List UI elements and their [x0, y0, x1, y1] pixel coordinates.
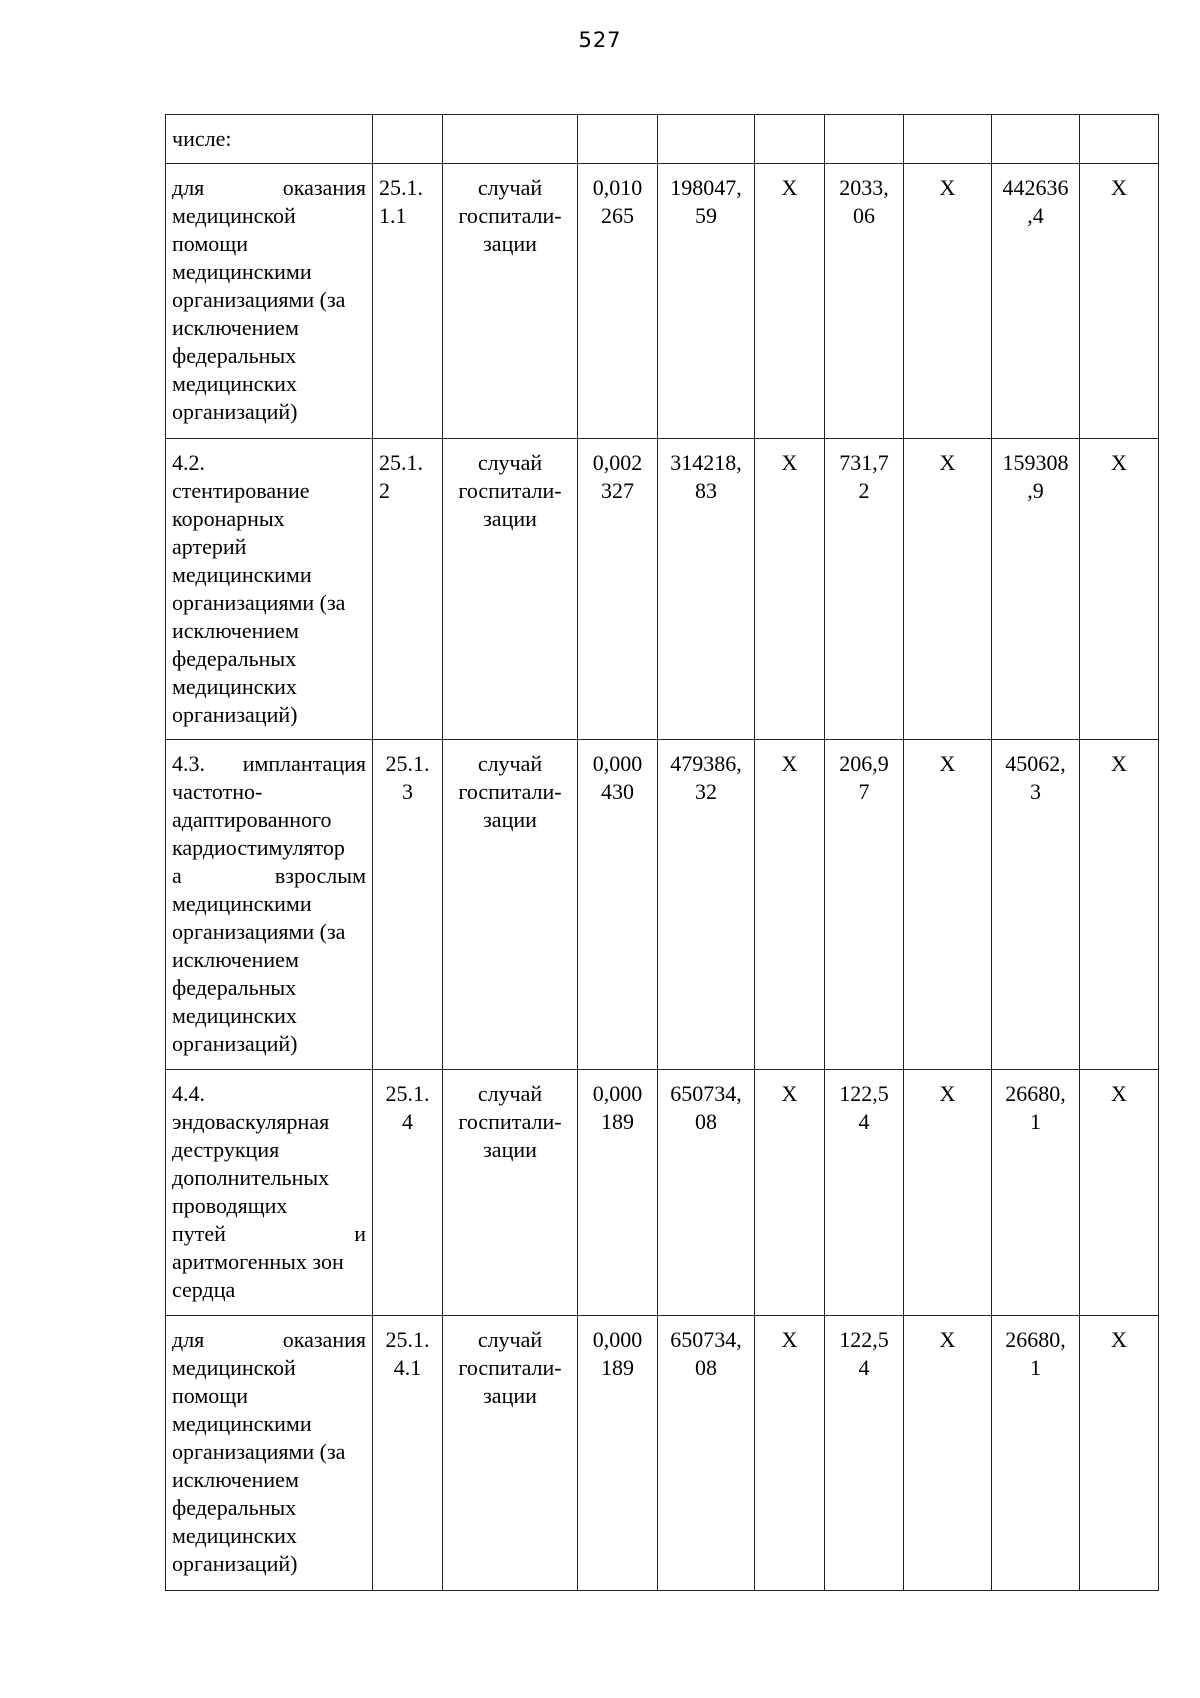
cell-unit-line: госпитали-: [458, 779, 562, 804]
cell-name-line: медицинскими: [172, 891, 312, 916]
cell-total: [992, 740, 1080, 1070]
table-row: [166, 1070, 1159, 1316]
cell-cost-line: 479386,: [670, 751, 742, 776]
cell-name-line: исключением: [172, 618, 299, 643]
cell-unit-line: зации: [483, 807, 537, 832]
cell-per-capita: [825, 115, 904, 164]
cell-name-line: медицинских: [172, 371, 297, 396]
cell-per-capita-line: 7: [858, 779, 870, 804]
cell-name-line: федеральных: [172, 975, 297, 1000]
cell-total-line: 1: [1030, 1355, 1041, 1380]
cell-name: [166, 1070, 373, 1316]
cell-per-capita: [825, 439, 904, 740]
cell-total-line: ,4: [1027, 203, 1044, 228]
cell-unit: [443, 1316, 578, 1591]
cell-name-line: стентирование: [172, 478, 310, 503]
cell-name-line: медицинскими: [172, 259, 312, 284]
cell-cost: [658, 115, 755, 164]
cell-cost-line: 314218,: [670, 450, 742, 475]
cell-per-capita-line: 2033,: [839, 175, 889, 200]
cell-volume-line: 0,000: [592, 751, 643, 776]
cell-name-line: организациями (за: [172, 1439, 346, 1464]
cell-name-line: 4.2.: [172, 450, 205, 475]
cell-name-line: медицинских: [172, 674, 297, 699]
cell-volume-line: 265: [601, 203, 634, 228]
cell-total: [992, 115, 1080, 164]
cell-x: Х: [904, 164, 992, 439]
cell-name-line: медицинских: [172, 1523, 297, 1548]
cell-x: Х: [1080, 439, 1159, 740]
cell-name-line: кардиостимулятор: [172, 835, 345, 860]
cell-code-line: 4: [402, 1109, 413, 1134]
cell-code-line: 25.1.: [379, 450, 423, 475]
cell-cost: [658, 164, 755, 439]
cell-name-line: исключением: [172, 315, 299, 340]
table-row: [166, 439, 1159, 740]
cell-volume-line: 189: [601, 1355, 634, 1380]
cell-per-capita-line: 122,5: [839, 1327, 889, 1352]
cell-x: Х: [755, 1316, 825, 1591]
cell-volume: [578, 439, 658, 740]
cell-total-line: ,9: [1027, 478, 1044, 503]
cell-cost: [658, 740, 755, 1070]
cell-name-line: проводящих: [172, 1193, 288, 1218]
cell-per-capita: [825, 740, 904, 1070]
cell-cost-line: 83: [695, 478, 717, 503]
cell-name-line: адаптированного: [172, 807, 332, 832]
cell-name-line: деструкция: [172, 1137, 280, 1162]
cell-code: [373, 740, 443, 1070]
cell-unit: [443, 164, 578, 439]
cell-name: [166, 1316, 373, 1591]
cell-x: Х: [1080, 1070, 1159, 1316]
cell-per-capita-line: 731,7: [839, 450, 889, 475]
cell-per-capita-line: 4: [858, 1109, 870, 1134]
cell-name-line: организациями (за: [172, 919, 346, 944]
cell-name-line: для оказания: [172, 175, 366, 200]
cell-total-line: 3: [1030, 779, 1041, 804]
cell-volume-line: 0,000: [592, 1327, 643, 1352]
cell-name-line: помощи: [172, 1383, 248, 1408]
cell-name-line: федеральных: [172, 1495, 297, 1520]
cell-name-line: для оказания: [172, 1327, 366, 1352]
cell-volume: [578, 115, 658, 164]
cell-unit-line: случай: [477, 175, 543, 200]
cell-total: [992, 1070, 1080, 1316]
cell-unit: [443, 115, 578, 164]
cell-name-line: коронарных: [172, 506, 285, 531]
cell-per-capita-line: 4: [858, 1355, 870, 1380]
cell-name: [166, 439, 373, 740]
cell-cost-line: 650734,: [670, 1081, 742, 1106]
cell-unit-line: госпитали-: [458, 1355, 562, 1380]
cell-unit-line: случай: [477, 1327, 543, 1352]
cell-unit-line: случай: [477, 450, 543, 475]
cell-unit-line: госпитали-: [458, 1109, 562, 1134]
cell-cost-line: 650734,: [670, 1327, 742, 1352]
cell-volume: [578, 1070, 658, 1316]
cell-name: [166, 740, 373, 1070]
cell-name-line: медицинскими: [172, 1411, 312, 1436]
cell-unit: [443, 1070, 578, 1316]
cell-name-line: организациями (за: [172, 590, 346, 615]
cell-name-line: организаций): [172, 1031, 298, 1056]
cell-unit: [443, 439, 578, 740]
table-row: [166, 1316, 1159, 1591]
cell-unit-line: зации: [483, 1383, 537, 1408]
cell-per-capita: [825, 1070, 904, 1316]
cell-cost-line: 59: [695, 203, 717, 228]
cell-x: Х: [904, 740, 992, 1070]
cell-unit: [443, 740, 578, 1070]
cell-x: [755, 115, 825, 164]
cell-name-line: исключением: [172, 947, 299, 972]
cell-total: [992, 164, 1080, 439]
cell-volume-line: 0,010: [592, 175, 643, 200]
cell-name-line: медицинской: [172, 203, 296, 228]
cell-name-line: организациями (за: [172, 287, 346, 312]
cell-cost: [658, 1070, 755, 1316]
cell-volume-line: 189: [601, 1109, 634, 1134]
cell-volume: [578, 1316, 658, 1591]
cell-name: [166, 164, 373, 439]
cell-unit-line: госпитали-: [458, 203, 562, 228]
cell-x: [1080, 115, 1159, 164]
cell-cost: [658, 439, 755, 740]
data-table: [165, 114, 1159, 1591]
cell-name-line: путей и: [172, 1221, 366, 1246]
cell-unit-line: случай: [477, 1081, 543, 1106]
cell-code-line: 25.1.: [385, 1327, 430, 1352]
cell-per-capita-line: 122,5: [839, 1081, 889, 1106]
cell-name-line: медицинских: [172, 1003, 297, 1028]
cell-unit-line: госпитали-: [458, 478, 562, 503]
table-row: [166, 740, 1159, 1070]
cell-code: [373, 439, 443, 740]
cell-per-capita-line: 06: [853, 203, 875, 228]
cell-name-line: медицинскими: [172, 562, 312, 587]
cell-code-line: 25.1.: [385, 751, 430, 776]
cell-x: Х: [904, 1316, 992, 1591]
cell-unit-line: зации: [483, 231, 537, 256]
cell-name-line: числе:: [172, 126, 232, 151]
cell-x: Х: [755, 1070, 825, 1316]
cell-total-line: 26680,: [1005, 1081, 1066, 1106]
cell-volume-line: 430: [601, 779, 634, 804]
cell-x: [904, 115, 992, 164]
cell-volume: [578, 164, 658, 439]
cell-name-line: организаций): [172, 1551, 298, 1576]
cell-name-line: дополнительных: [172, 1165, 330, 1190]
cell-x: Х: [755, 439, 825, 740]
cell-per-capita: [825, 164, 904, 439]
cell-per-capita: [825, 1316, 904, 1591]
cell-x: Х: [904, 1070, 992, 1316]
cell-code-line: 3: [402, 779, 413, 804]
cell-name-line: помощи: [172, 231, 248, 256]
cell-per-capita-line: 206,9: [839, 751, 889, 776]
cell-x: Х: [1080, 164, 1159, 439]
cell-cost-line: 08: [695, 1355, 717, 1380]
cell-code: [373, 1316, 443, 1591]
cell-name-line: организаций): [172, 399, 298, 424]
cell-name-line: 4.3. имплантация: [172, 751, 366, 776]
cell-volume-line: 327: [601, 478, 634, 503]
cell-code-line: 2: [379, 478, 390, 503]
table-row: [166, 164, 1159, 439]
cell-total-line: 442636: [1002, 175, 1069, 200]
page-number: 527: [578, 28, 622, 52]
cell-x: Х: [755, 740, 825, 1070]
cell-code-line: 1.1: [379, 203, 407, 228]
cell-x: Х: [1080, 740, 1159, 1070]
cell-volume-line: 0,000: [592, 1081, 643, 1106]
cell-name-line: федеральных: [172, 343, 297, 368]
cell-unit-line: зации: [483, 506, 537, 531]
cell-name-line: аритмогенных зон: [172, 1249, 344, 1274]
cell-unit-line: зации: [483, 1137, 537, 1162]
table-row: [166, 115, 1159, 164]
cell-name-line: исключением: [172, 1467, 299, 1492]
cell-name-line: федеральных: [172, 646, 297, 671]
cell-name-line: организаций): [172, 702, 298, 727]
cell-total: [992, 1316, 1080, 1591]
cell-code: [373, 115, 443, 164]
cell-volume-line: 0,002: [592, 450, 643, 475]
cell-volume: [578, 740, 658, 1070]
cell-cost: [658, 1316, 755, 1591]
cell-total-line: 26680,: [1005, 1327, 1066, 1352]
cell-name-line: частотно-: [172, 779, 263, 804]
cell-cost-line: 32: [695, 779, 717, 804]
cell-total: [992, 439, 1080, 740]
cell-total-line: 1: [1030, 1109, 1041, 1134]
cell-cost-line: 08: [695, 1109, 717, 1134]
cell-code: [373, 1070, 443, 1316]
cell-name-line: артерий: [172, 534, 247, 559]
cell-x: Х: [904, 439, 992, 740]
cell-name-line: 4.4.: [172, 1081, 205, 1106]
cell-name-line: эндоваскулярная: [172, 1109, 330, 1134]
cell-x: Х: [755, 164, 825, 439]
cell-code-line: 4.1: [393, 1355, 422, 1380]
cell-code-line: 25.1.: [385, 1081, 430, 1106]
cell-x: Х: [1080, 1316, 1159, 1591]
cell-code-line: 25.1.: [379, 175, 423, 200]
cell-code: [373, 164, 443, 439]
cell-per-capita-line: 2: [858, 478, 870, 503]
cell-unit-line: случай: [477, 751, 543, 776]
cell-name-line: медицинской: [172, 1355, 296, 1380]
cell-name: [166, 115, 373, 164]
cell-name-line: а взрослым: [172, 863, 366, 888]
cell-total-line: 45062,: [1005, 751, 1066, 776]
cell-total-line: 159308: [1002, 450, 1069, 475]
cell-cost-line: 198047,: [670, 175, 742, 200]
cell-name-line: сердца: [172, 1277, 236, 1302]
